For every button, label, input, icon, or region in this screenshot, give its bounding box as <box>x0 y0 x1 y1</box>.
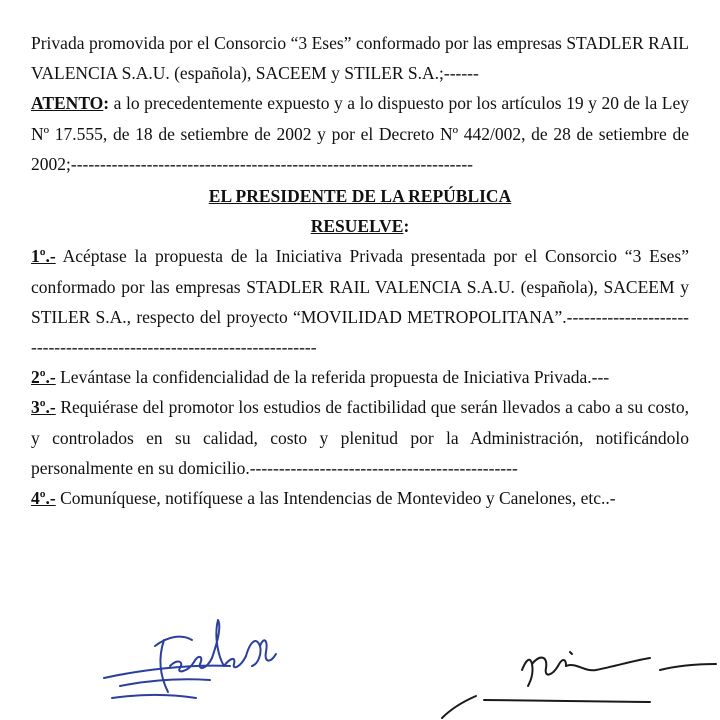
atento-label: ATENTO <box>31 93 104 114</box>
atento-text: a lo precedentemente expuesto y a lo dispuesto por los artículos 19 y 20 de la Ley Nº 17.555, de 18 de setiembre de 2002 y por el Decreto Nº 442/002, de 28 de setiembre de 2002;--------------------------------------------------------------------- <box>31 93 689 174</box>
article-text: Levántase la confidencialidad de la referida propuesta de Iniciativa Privada.--- <box>55 367 610 388</box>
article-1 <box>31 241 689 362</box>
right-signature-ink <box>440 630 720 720</box>
article-text: Comuníquese, notifíquese a las Intendencias de Montevideo y Canelones, etc..- <box>55 488 616 509</box>
article-text: Acéptase la propuesta de la Iniciativa Privada presentada por el Consorcio “3 Eses” conformado por las empresas STADLER RAIL VALENCIA S.A.U. (española), SACEEM y STILER S.A., respecto del proyecto “MOVILIDAD METROPOLITANA”.---------------------------------------------------------------------- <box>31 246 689 358</box>
resuelve-heading-text: RESUELVE <box>310 216 404 237</box>
resuelve-heading <box>31 211 689 241</box>
document-body <box>31 28 689 513</box>
article-number: 1º.- <box>31 246 56 267</box>
article-4 <box>31 483 689 513</box>
article-number: 3º.- <box>31 397 56 418</box>
left-signature <box>100 606 290 712</box>
atento-colon: : <box>103 93 110 114</box>
right-signature <box>440 630 720 720</box>
atento-paragraph <box>31 88 689 179</box>
article-number: 4º.- <box>31 488 56 509</box>
intro-paragraph: Privada promovida por el Consorcio “3 Eses” conformado por las empresas STADLER RAIL VALENCIA S.A.U. (española), SACEEM y STILER S.A.;------ <box>31 33 689 84</box>
left-signature-strokes <box>104 620 276 698</box>
article-text: Requiérase del promotor los estudios de factibilidad que serán llevados a cabo a su costo, y controlados en su calidad, costo y plenitud por la Administración, notificándolo personalmente en su domicilio.---------------------------------------------- <box>31 397 689 478</box>
president-heading-text: EL PRESIDENTE DE LA REPÚBLICA <box>208 186 512 207</box>
president-heading <box>31 181 689 211</box>
article-2 <box>31 362 689 392</box>
resuelve-colon: : <box>403 216 410 237</box>
article-3 <box>31 392 689 483</box>
right-signature-strokes <box>442 652 716 718</box>
article-number: 2º.- <box>31 367 56 388</box>
left-signature-ink <box>100 606 290 712</box>
